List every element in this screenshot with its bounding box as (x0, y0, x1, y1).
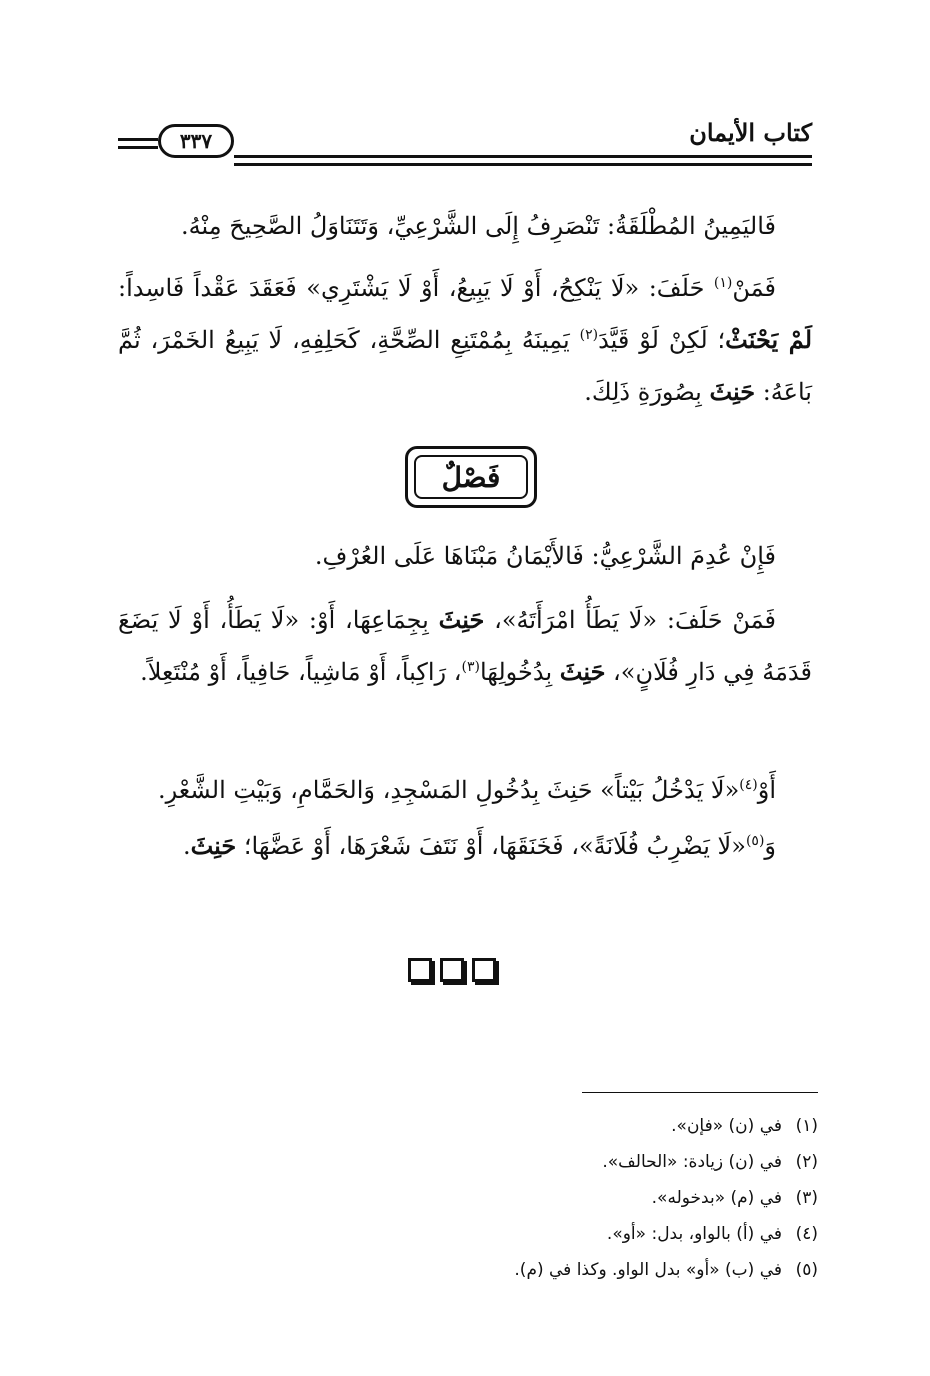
text-run: بِصُورَةِ ذَلِكَ. (584, 378, 710, 406)
footnote-item (514, 1180, 818, 1216)
footnote-number: (١) (795, 1116, 818, 1136)
footnote-separator (582, 1092, 818, 1093)
book-title: كتاب الأيمان (689, 118, 812, 147)
paragraph-custom (118, 530, 812, 582)
footnotes-list (514, 1108, 818, 1288)
section-end-ornament (408, 958, 496, 982)
footnote-number: (٢) (795, 1152, 818, 1172)
footnote-ref: (١) (713, 275, 733, 291)
header-rule (118, 138, 158, 141)
footnote-text: في (ن) زيادة: «الحالف». (602, 1152, 782, 1172)
footnote-ref: (٢) (579, 327, 599, 343)
paragraph-text: فَإِنْ عُدِمَ الشَّرْعِيُّ: فَالأَيْمَانُ مَبْنَاهَا عَلَى العُرْفِ. (314, 542, 776, 570)
section-heading: فَصْلٌ (414, 455, 528, 499)
bold-term: حَنِثَ (709, 377, 756, 406)
text-run: «لَا يَضْرِبُ فُلَانَةً»، فَخَنَقَهَا، أَوْ نَتَفَ شَعْرَهَا، أَوْ عَضَّهَا؛ (236, 832, 746, 860)
paragraph-oath-house (118, 594, 812, 698)
text-run: أَوْ (757, 776, 776, 804)
footnote-ref: (٣) (461, 659, 480, 675)
footnote-item (514, 1108, 818, 1144)
text-run: فَمَنْ (732, 274, 776, 302)
header-rule (118, 146, 158, 149)
footnote-text: في (ب) «أو» بدل الواو. وكذا في (م). (514, 1260, 782, 1280)
bold-term: حَنِثَ (559, 657, 606, 686)
paragraph-text: فَاليَمِينُ المُطْلَقَةُ: تَنْصَرِفُ إِلَى الشَّرْعِيِّ، وَتَتَنَاوَلُ الصَّحِيحَ مِنْهُ. (181, 212, 776, 240)
text-run: فَمَنْ حَلَفَ: «لَا يَطَأُ امْرَأَتَهُ»، (484, 606, 776, 634)
ornament-square-icon (472, 958, 496, 982)
footnote-item (514, 1252, 818, 1288)
footnote-ref: (٤) (739, 777, 758, 793)
footnote-number: (٤) (795, 1224, 818, 1244)
paragraph-oath-strike (118, 820, 812, 872)
header-rule (234, 163, 812, 166)
text-run: بِجِمَاعِهَا، أَوْ: «لَا يَطَأُ، أَوْ لَا يَضَعَ قَدَمَهُ فِي دَارِ فُلَانٍ»، (118, 606, 812, 686)
text-run: . (182, 832, 191, 860)
ornament-square-icon (440, 958, 464, 982)
footnote-item (514, 1144, 818, 1180)
text-run: بِدُخُولِهَا (479, 658, 560, 686)
paragraph-intro (118, 200, 812, 252)
page-header (118, 118, 812, 166)
bold-term: حَنِثَ (190, 831, 237, 860)
text-run: وَ (764, 832, 776, 860)
footnote-item (514, 1216, 818, 1252)
page-number: ٣٣٧ (158, 124, 234, 158)
text-run: ؛ لَكِنْ لَوْ قَيَّدَ (598, 326, 726, 354)
text-run: يَمِينَهُ بِمُمْتَنِعِ الصِّحَّةِ، كَحَلِفِهِ، لَا يَبِيعُ الخَمْرَ، ثُمَّ بَاعَهُ: (118, 326, 812, 406)
footnote-text: في (أ) بالواو، بدل: «أو». (606, 1224, 782, 1244)
ornament-square-icon (408, 958, 432, 982)
footnote-text: في (ن) «فإن». (671, 1116, 782, 1136)
section-heading-frame (405, 446, 537, 508)
footnote-text: في (م) «بدخوله». (651, 1188, 782, 1208)
header-rule (234, 155, 812, 158)
bold-term: حَنِثَ (438, 605, 485, 634)
text-run: ، رَاكِباً، أَوْ مَاشِياً، حَافِياً، أَوْ مُنْتَعِلاً. (140, 658, 462, 686)
bold-term: لَمْ يَحْنَثْ (725, 325, 813, 354)
footnote-number: (٥) (795, 1260, 818, 1280)
text-run: «لَا يَدْخُلُ بَيْتاً» حَنِثَ بِدُخُولِ المَسْجِدِ، وَالحَمَّامِ، وَبَيْتِ الشَّعْرِ. (157, 776, 740, 804)
footnote-number: (٣) (795, 1188, 818, 1208)
paragraph-oath-contract (118, 262, 812, 418)
footnote-ref: (٥) (745, 833, 765, 849)
text-run: حَلَفَ: «لَا يَنْكِحُ، أَوْ لَا يَبِيعُ، أَوْ لَا يَشْتَرِي» فَعَقَدَ عَقْداً فَاسِداً: (118, 274, 714, 302)
paragraph-oath-enter (118, 764, 812, 816)
